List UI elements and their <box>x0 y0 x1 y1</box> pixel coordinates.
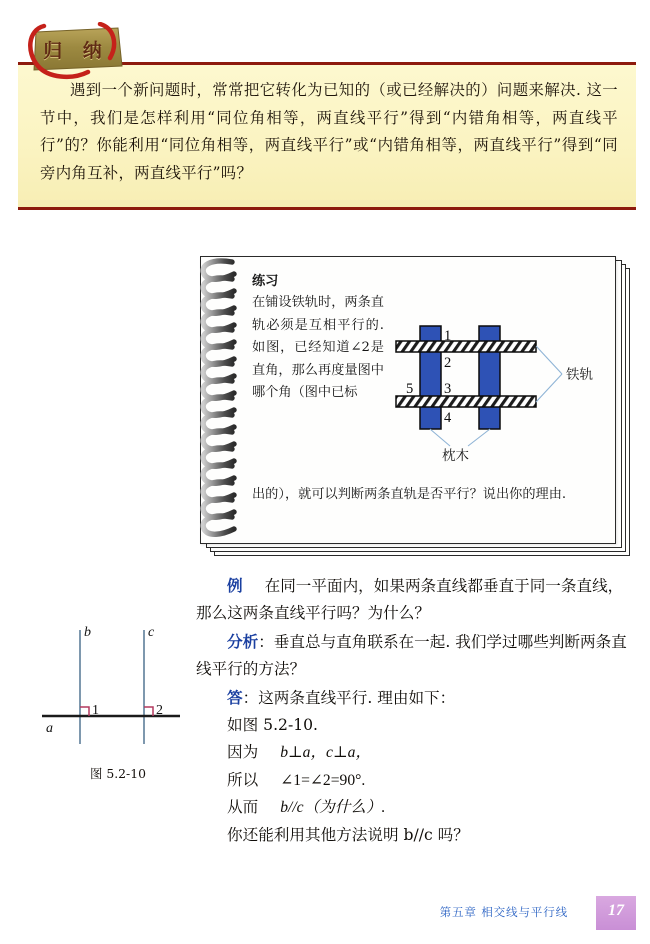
angle-label-2: 2 <box>444 355 452 371</box>
summary-callout-box <box>18 62 636 210</box>
angle-label-1: 1 <box>444 328 452 344</box>
label-c: c <box>148 625 155 640</box>
proof-connective-1: 因为 <box>227 743 259 762</box>
rail-bar-top <box>396 341 536 352</box>
exercise-notebook <box>200 256 630 556</box>
figure-5-2-10 <box>34 622 202 798</box>
figure-reference: 如图 5.2-10. <box>227 716 319 735</box>
rail-label: 铁轨 <box>566 367 593 383</box>
proof-line-2 <box>196 767 636 794</box>
figure-5-2-10-caption: 图 5.2-10 <box>90 766 146 781</box>
example-keyword: 例 <box>227 576 243 595</box>
railway-track-diagram <box>394 312 602 462</box>
answer-body: ：这两条直线平行. 理由如下： <box>242 688 456 707</box>
proof-line-3 <box>196 794 636 821</box>
exercise-heading: 练习 <box>252 274 279 289</box>
right-angle-mark-1 <box>80 707 89 716</box>
proof-line-1 <box>196 739 636 766</box>
page-footer <box>0 900 650 930</box>
exercise-text-full-width: 出的），就可以判断两条直轨是否平行？说出你的理由. <box>252 487 567 502</box>
exercise-text-column: 在铺设铁轨时，两条直轨必须是互相平行的. 如图，已经知道∠2是直角，那么再度量图中哪个角（图中已标 <box>252 295 384 401</box>
closing-question: 你还能利用其他方法说明 b//c 吗？ <box>227 825 469 844</box>
example-section <box>196 572 636 849</box>
proof-connective-3: 从而 <box>227 798 259 817</box>
summary-body-text: 遇到一个新问题时，常常把它转化为已知的（或已经解决的）问题来解决. 这一节中，我们是怎样利用“同位角相等，两直线平行”得到“内错角相等，两直线平行”的？你能利用“同位角相等，两直线平行”或“内错角相等，两直线平行”得到“同旁内角互补，两直线平行”吗？ <box>40 81 618 182</box>
figure-angle-label-2: 2 <box>156 703 163 718</box>
analysis-body: ：垂直总与直角联系在一起. 我们学过哪些判断两条直线平行的方法？ <box>196 632 627 679</box>
summary-badge <box>22 22 130 80</box>
rail-bar-bottom <box>396 396 536 407</box>
angle-label-3: 3 <box>444 381 452 397</box>
proof-statement-3: b//c（为什么）. <box>280 799 386 817</box>
label-a: a <box>46 721 53 736</box>
answer-keyword: 答 <box>227 687 243 707</box>
right-angle-mark-2 <box>144 707 153 716</box>
sleeper-leader-lines <box>430 429 490 446</box>
figure-angle-label-1: 1 <box>92 703 99 718</box>
footer-page-number: 17 <box>608 902 624 919</box>
answer-paragraph <box>196 684 636 712</box>
analysis-paragraph <box>196 628 636 684</box>
proof-statement-2: ∠1=∠2=90°. <box>280 771 366 789</box>
example-paragraph <box>196 572 636 628</box>
example-body: 在同一平面内，如果两条直线都垂直于同一条直线，那么这两条直线平行吗？为什么？ <box>196 577 624 623</box>
analysis-keyword: 分析 <box>227 631 259 651</box>
label-b: b <box>84 625 91 640</box>
summary-badge-label: 归 纳 <box>43 40 109 62</box>
angle-label-5: 5 <box>406 381 414 397</box>
proof-connective-2: 所以 <box>227 770 259 789</box>
footer-chapter-title: 第五章 相交线与平行线 <box>439 905 568 919</box>
proof-statement-1: b⊥a，c⊥a， <box>280 744 372 762</box>
footer-page-box <box>596 896 636 930</box>
sleeper-label: 枕木 <box>442 448 469 462</box>
rail-leader-lines <box>536 346 562 402</box>
notebook-content <box>252 270 602 532</box>
notebook-spiral-binding <box>192 252 242 548</box>
figure-5-2-10-graphic <box>34 622 202 762</box>
angle-label-4: 4 <box>444 410 452 426</box>
